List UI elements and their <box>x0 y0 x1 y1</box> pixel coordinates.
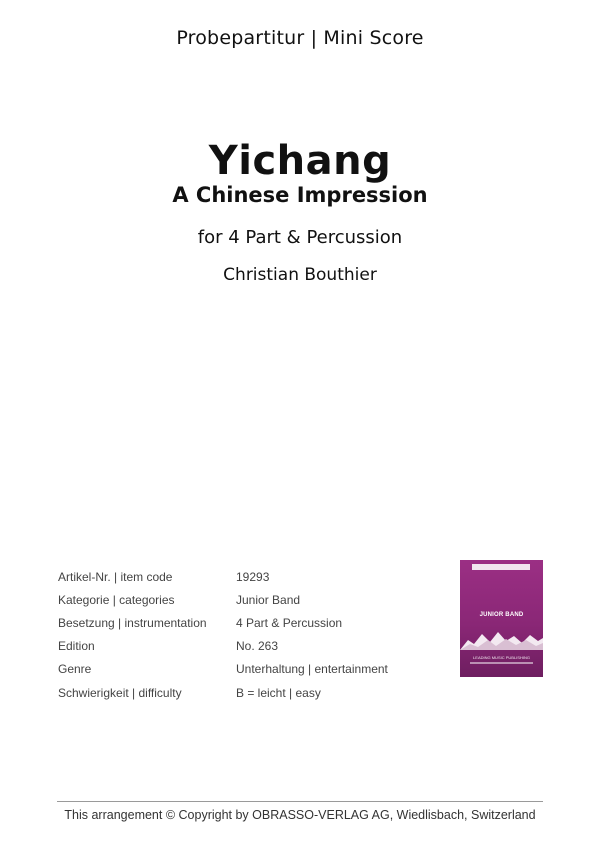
info-row-genre <box>58 658 388 681</box>
composer-name: Christian Bouthier <box>223 265 377 285</box>
info-row-instrumentation <box>58 611 388 634</box>
copyright-footer: This arrangement © Copyright by OBRASSO-VERLAG AG, Wiedlisbach, Switzerland <box>64 808 536 822</box>
work-title: Yichang <box>208 138 392 184</box>
publisher-logo-bar <box>472 564 530 570</box>
info-value: Junior Band <box>236 592 301 607</box>
info-label: Schwierigkeit | difficulty <box>58 685 182 700</box>
info-value: No. 263 <box>236 639 279 654</box>
info-row-edition <box>58 635 388 658</box>
info-row-categories <box>58 588 388 611</box>
info-value: 19293 <box>236 569 270 584</box>
cover-divider <box>470 662 533 664</box>
work-subtitle: A Chinese Impression <box>172 183 428 207</box>
info-label: Artikel-Nr. | item code <box>58 569 173 584</box>
score-type-label: Probepartitur | Mini Score <box>176 27 424 49</box>
info-value: 4 Part & Percussion <box>236 615 343 630</box>
product-info-table <box>58 565 388 704</box>
instrumentation-line: for 4 Part & Percussion <box>197 227 403 248</box>
cover-publisher-label: LEADING MUSIC PUBLISHING <box>473 655 530 660</box>
series-cover-thumbnail <box>460 560 543 677</box>
info-row-difficulty <box>58 681 388 704</box>
info-label: Edition <box>58 639 95 654</box>
footer-divider <box>57 801 543 802</box>
info-label: Kategorie | categories <box>58 592 175 607</box>
info-value: B = leicht | easy <box>236 685 321 700</box>
info-label: Besetzung | instrumentation <box>58 615 207 630</box>
mountains-icon <box>460 628 543 650</box>
info-value: Unterhaltung | entertainment <box>236 662 388 677</box>
cover-series-label: JUNIOR BAND <box>479 612 524 618</box>
info-row-item-code <box>58 565 388 588</box>
info-label: Genre <box>58 662 92 677</box>
